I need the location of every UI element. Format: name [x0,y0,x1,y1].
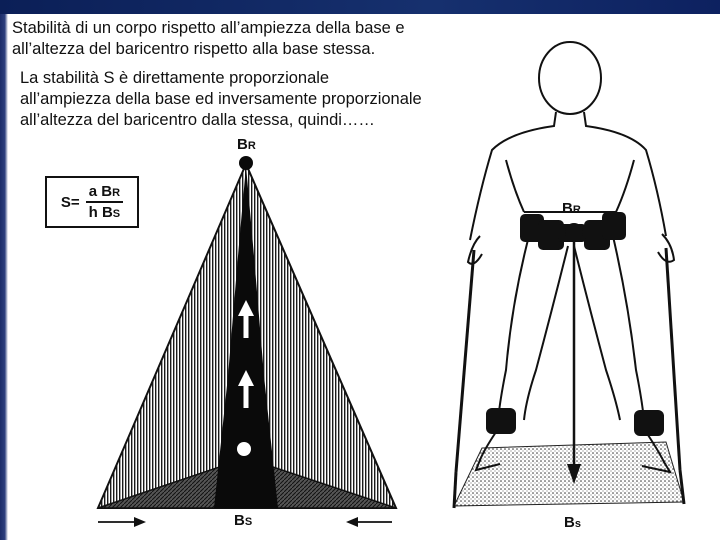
human-figure-diagram [440,40,708,536]
apex-point [239,156,253,170]
right-inward-arrow-icon [346,517,392,527]
triangle-stability-diagram [92,136,404,536]
body-base-label [564,514,581,531]
body-base-label-text: B [564,514,575,531]
apex-label [237,136,256,153]
principle-line-1: La stabilità S è direttamente proporzionale [20,69,330,87]
principle-line-2: all’ampiezza della base ed inversamente proporzionale [20,90,422,108]
human-figure-svg [440,40,708,536]
slide-top-bar [0,0,720,14]
apex-label-text: B [237,136,248,153]
body-center-label-subscript: R [572,204,581,216]
head-outline [539,42,601,114]
body-center-label-text: B [562,200,573,217]
heading-line-1: Stabilità di un corpo rispetto all’ampiezza della base e [12,19,405,37]
formula-lhs: S= [60,193,80,211]
slide-left-edge [0,14,8,540]
body-base-label-subscript: s [574,518,581,530]
denominator-subscript: S [112,208,121,220]
center-of-mass-point [565,223,583,241]
heading-line-2: all’altezza del baricentro rispetto alla base stessa. [12,40,376,58]
base-label-subscript: S [244,516,253,528]
numerator-subscript: R [112,187,121,199]
numerator-text: a B [88,183,113,200]
support-base-area [454,442,684,506]
triangle-diagram-svg [92,136,404,536]
base-label-text: B [234,512,245,529]
apex-label-subscript: R [247,140,256,152]
body-center-label [562,200,581,217]
slide-heading [12,18,512,60]
left-inward-arrow-icon [98,517,146,527]
base-label [234,512,252,529]
center-of-mass-dot [237,442,251,456]
denominator-text: h B [88,204,113,221]
principle-line-3: all’altezza del baricentro dalla stessa, quindi…… [20,111,375,129]
